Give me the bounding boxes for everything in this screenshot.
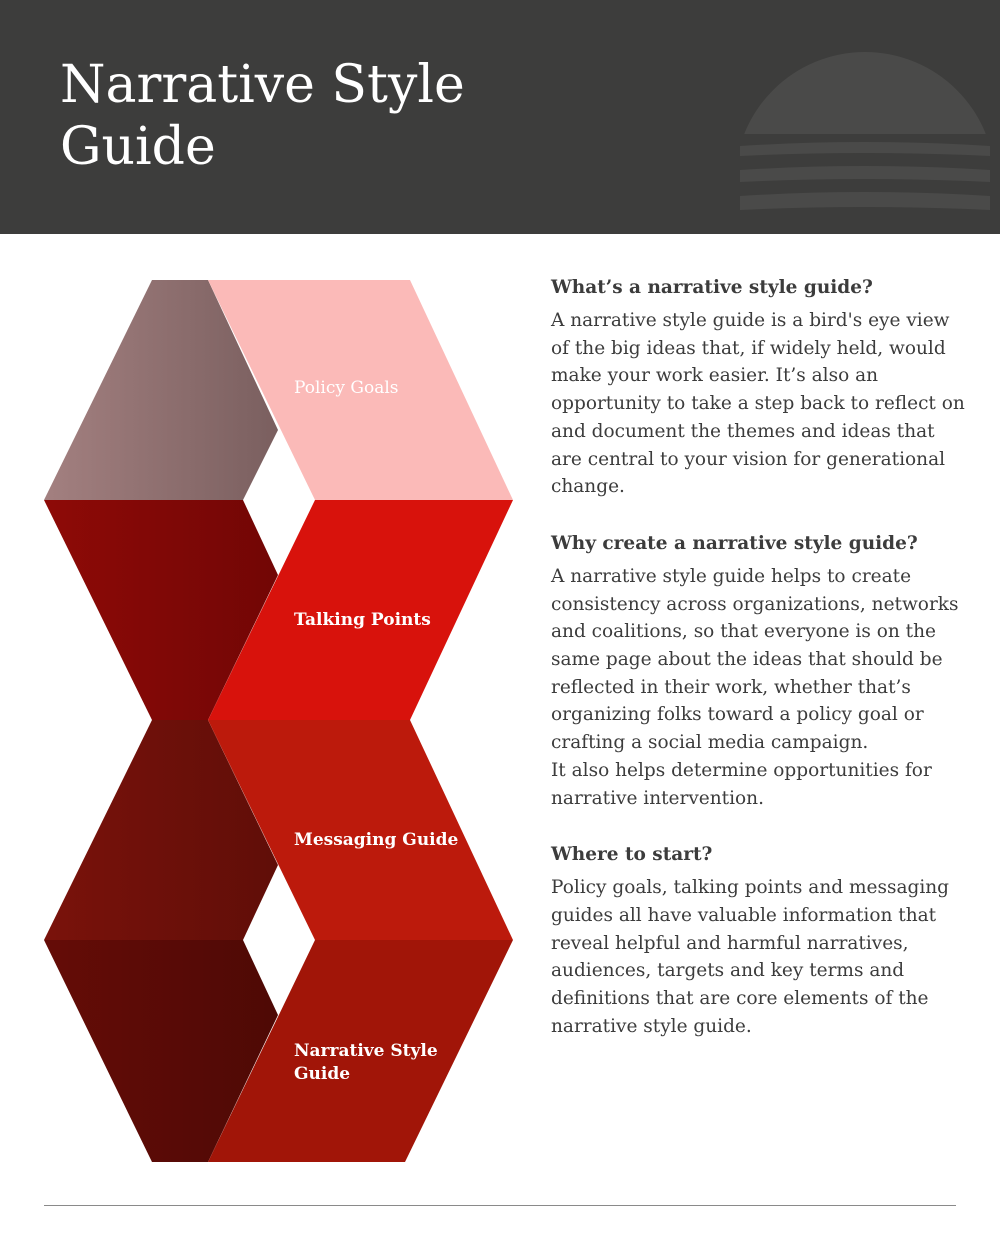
explanation-column xyxy=(551,275,971,1070)
section-body: A narrative style guide helps to create consistency across organizations, networks and coalitions, so that everyone is on the same page about the ideas that should be reflected in their work, whether that’s organizing folks toward a policy goal or crafting a social media campaign. It also helps determine opportunities for narrative intervention. xyxy=(551,565,959,809)
step-label-narrative-style-guide: Narrative Style Guide xyxy=(294,1041,438,1084)
section-body: A narrative style guide is a bird's eye view of the big ideas that, if widely held, would make your work easier. It’s also an opportunity to take a step back to reflect on and document the themes and ideas that are central to your vision for generational change. xyxy=(551,310,965,498)
narrative-steps-diagram xyxy=(0,0,520,1170)
section-heading: Where to start? xyxy=(551,844,713,866)
step-label-messaging-guide: Messaging Guide xyxy=(294,830,459,850)
step-label-policy-goals: Policy Goals xyxy=(294,378,399,398)
sun-stripes-icon xyxy=(740,50,990,234)
page-title: Narrative Style Guide xyxy=(60,55,465,177)
step-label-talking-points: Talking Points xyxy=(294,610,431,630)
section-body: Policy goals, talking points and messaging guides all have valuable information that reveal helpful and harmful narratives, audiences, targets and key terms and definitions that are core elements of the narrative style guide. xyxy=(551,877,950,1037)
section-heading: Why create a narrative style guide? xyxy=(551,532,918,554)
section-what xyxy=(551,275,971,501)
section-where xyxy=(551,842,971,1040)
section-heading: What’s a narrative style guide? xyxy=(551,277,873,298)
footer-divider xyxy=(44,1205,956,1206)
section-why xyxy=(551,531,971,812)
